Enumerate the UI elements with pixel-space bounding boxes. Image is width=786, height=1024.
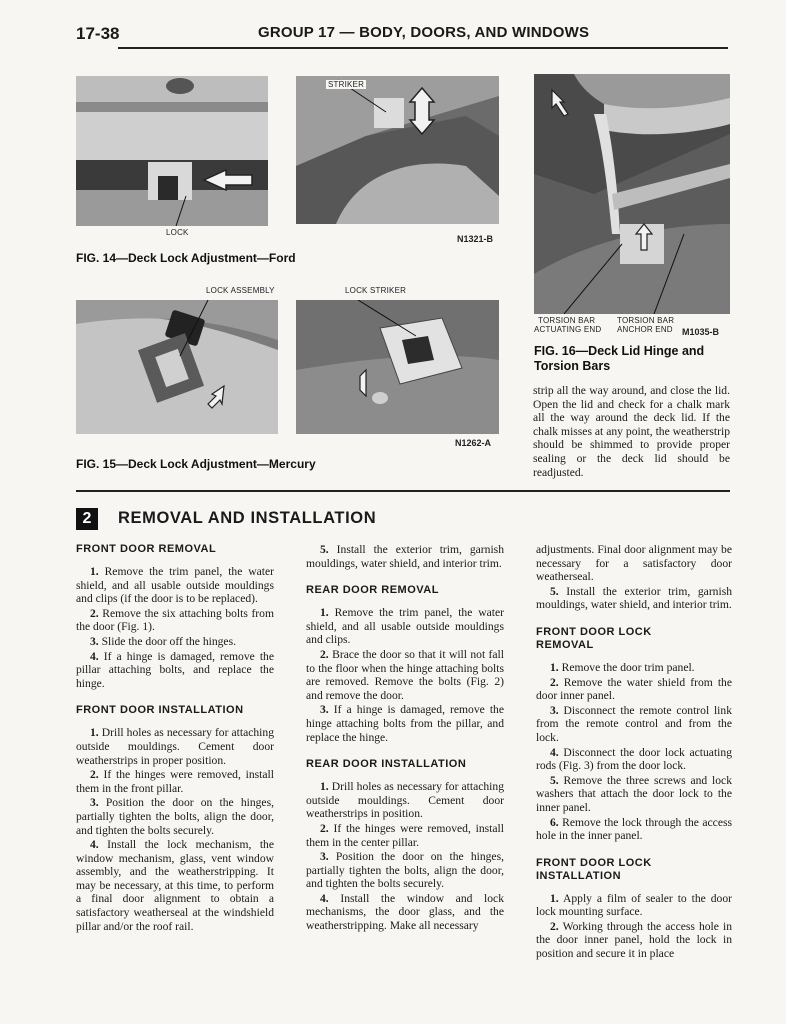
step-text: If the hinges were removed, install them in the center pillar.	[306, 821, 504, 849]
fig15-photo-lock-assembly	[76, 300, 278, 434]
heading-line: FRONT DOOR LOCK	[536, 625, 652, 638]
step-text: Install the exterior trim, garnish mouldings, water shield, and interior trim.	[536, 584, 733, 612]
step-text: Remove the six attaching bolts from the door (Fig. 1).	[76, 606, 274, 634]
fig16-photo	[534, 74, 730, 314]
fig16-figure-code: M1035-B	[682, 327, 720, 337]
step-text: If a hinge is damaged, remove the pillar attaching bolts, and replace the hinge.	[76, 649, 275, 690]
paragraph	[536, 585, 732, 612]
step-text: Disconnect the door lock actuating rods (Fig. 3) from the door lock.	[536, 745, 732, 773]
step-number: 1.	[90, 726, 99, 740]
step-number: 1.	[320, 780, 329, 794]
step-number: 3.	[550, 703, 559, 717]
step-number: 5.	[550, 584, 559, 598]
heading-front-door-lock-removal	[536, 626, 732, 652]
heading-front-door-lock-installation	[536, 857, 732, 883]
step-number: 5.	[320, 543, 329, 556]
section-number-badge: 2	[76, 508, 98, 530]
fig16-label-anchor-1: TORSION BAR	[617, 316, 675, 325]
paragraph	[536, 774, 732, 815]
step-text: Slide the door off the hinges.	[101, 634, 236, 648]
fig14-caption: FIG. 14—Deck Lock Adjustment—Ford	[76, 251, 296, 265]
fig15-photo-lock-striker	[296, 300, 499, 434]
heading-rear-door-installation: REAR DOOR INSTALLATION	[306, 758, 467, 771]
paragraph	[536, 746, 732, 773]
text-column-1	[76, 543, 274, 934]
step-number: 4.	[550, 745, 559, 759]
fig14-label-lock: LOCK	[166, 228, 189, 237]
paragraph	[306, 780, 504, 821]
step-number: 1.	[550, 891, 559, 905]
step-text: Remove the three screws and lock washers that attach the door lock to the inner panel.	[536, 773, 732, 814]
fig15-figure-code: N1262-A	[455, 438, 492, 448]
step-text: Install the window and lock mechanisms, the door glass, and the weatherstripping. Make all necessary	[306, 891, 504, 933]
step-number: 5.	[550, 773, 559, 787]
step-number: 1.	[90, 565, 99, 578]
page-header-title: GROUP 17 — BODY, DOORS, AND WINDOWS	[258, 24, 590, 41]
step-number: 4.	[320, 891, 329, 905]
fig16-caption-line2: Torsion Bars	[534, 359, 611, 373]
paragraph	[76, 650, 274, 691]
step-text: Disconnect the remote control link from the remote control and from the lock.	[536, 703, 732, 744]
step-text: adjustments. Final door alignment may be necessary for a satisfactory door weatherseal.	[536, 543, 732, 584]
paragraph	[536, 892, 732, 919]
deck-lid-strip-text: strip all the way around, and close the lid. Open the lid and check for a chalk mark all the way around the deck lid. If the chalk misses at any point, the weatherstrip should be shimmed to provide proper sealing or the deck lid should be readjusted.	[533, 384, 730, 479]
step-number: 3.	[320, 703, 329, 717]
paragraph	[536, 661, 732, 675]
paragraph	[76, 838, 274, 933]
step-number: 3.	[320, 850, 329, 864]
step-text: Install the lock mechanism, the window mechanism, glass, vent window assembly, and the weatherstripping. It may be necessary, at this time, to perform a final door alignment to obtain a satisfactory weatherseal at the windshield pillar and/or the roof rail.	[76, 838, 274, 933]
text-column-3	[536, 543, 732, 962]
paragraph	[306, 703, 504, 744]
striker-figure-code: N1321-B	[457, 234, 494, 244]
paragraph	[536, 543, 732, 584]
heading-line: REMOVAL	[536, 638, 594, 651]
paragraph	[306, 892, 504, 933]
step-text: Working through the access hole in the door inner panel, hold the lock in position and secure it in place	[536, 919, 732, 961]
step-text: Remove the trim panel, the water shield, and all usable outside mouldings and clips (if the door is to be replaced).	[76, 565, 274, 606]
paragraph	[76, 768, 274, 795]
step-number: 3.	[90, 634, 99, 648]
step-text: Install the exterior trim, garnish mouldings, water shield, and interior trim.	[306, 543, 504, 570]
step-text: Remove the door trim panel.	[561, 660, 695, 674]
heading-front-door-installation: FRONT DOOR INSTALLATION	[76, 704, 244, 717]
step-text: Brace the door so that it will not fall to the floor when the hinge attaching bolts are removed. Remove the bolts (Fig. 2) and remove the door.	[306, 647, 504, 702]
step-text: Position the door on the hinges, partially tighten the bolts, align the door, and tighten the bolts securely.	[306, 850, 504, 891]
paragraph	[76, 796, 274, 837]
step-number: 1.	[320, 606, 329, 620]
paragraph	[306, 850, 504, 891]
step-number: 4.	[90, 838, 99, 852]
step-number: 4.	[90, 649, 99, 663]
header-rule	[118, 47, 728, 49]
paragraph	[306, 606, 504, 647]
step-number: 2.	[320, 647, 329, 661]
paragraph	[536, 676, 732, 703]
paragraph	[536, 816, 732, 843]
step-text: If a hinge is damaged, remove the hinge attaching bolts from the pillar, and replace the hinge.	[306, 703, 505, 744]
step-number: 1.	[550, 660, 559, 674]
heading-line: INSTALLATION	[536, 869, 622, 882]
paragraph	[306, 543, 504, 570]
step-number: 2.	[550, 919, 559, 933]
step-number: 2.	[90, 606, 99, 620]
step-text: If the hinges were removed, install them in the front pillar.	[76, 768, 274, 795]
step-number: 2.	[90, 768, 99, 782]
striker-photo	[296, 76, 499, 224]
fig15-label-lock-striker: LOCK STRIKER	[345, 286, 407, 295]
paragraph	[76, 565, 274, 606]
paragraph	[306, 648, 504, 702]
fig16-caption-line1: FIG. 16—Deck Lid Hinge and	[534, 344, 705, 358]
step-text: Position the door on the hinges, partially tighten the bolts, align the door, and tighten the bolts securely.	[76, 796, 274, 837]
fig16-label-actuating-2: ACTUATING END	[534, 325, 602, 334]
step-number: 6.	[550, 815, 559, 829]
fig15-caption: FIG. 15—Deck Lock Adjustment—Mercury	[76, 457, 316, 471]
step-number: 3.	[90, 796, 99, 810]
paragraph	[76, 635, 274, 649]
section-title: REMOVAL AND INSTALLATION	[118, 509, 377, 527]
page-number: 17-38	[76, 24, 120, 43]
heading-rear-door-removal: REAR DOOR REMOVAL	[306, 584, 439, 597]
step-text: Drill holes as necessary for attaching outside mouldings. Cement door weatherstrips in position.	[306, 780, 504, 821]
heading-line: FRONT DOOR LOCK	[536, 856, 652, 869]
step-text: Remove the lock through the access hole in the inner panel.	[536, 815, 732, 843]
paragraph	[306, 822, 504, 849]
step-number: 2.	[550, 675, 559, 689]
fig14-photo	[76, 76, 268, 226]
fig15-label-lock-assembly: LOCK ASSEMBLY	[206, 286, 275, 295]
fig16-label-anchor-2: ANCHOR END	[617, 325, 673, 334]
text-column-2	[306, 543, 504, 934]
step-text: Remove the trim panel, the water shield, and all usable outside mouldings and clips.	[306, 606, 504, 647]
step-text: Remove the water shield from the door inner panel.	[536, 675, 732, 703]
step-text: Apply a film of sealer to the door lock mounting surface.	[536, 891, 732, 919]
paragraph	[536, 704, 732, 745]
section-rule	[76, 490, 730, 492]
step-text: Drill holes as necessary for attaching outside mouldings. Cement door weatherstrips in proper position.	[76, 726, 274, 767]
step-number: 2.	[320, 821, 329, 835]
fig16-label-actuating-1: TORSION BAR	[538, 316, 596, 325]
heading-front-door-removal: FRONT DOOR REMOVAL	[76, 543, 217, 555]
paragraph	[536, 920, 732, 961]
label-striker: STRIKER	[328, 80, 365, 89]
paragraph	[76, 726, 274, 767]
paragraph	[76, 607, 274, 634]
